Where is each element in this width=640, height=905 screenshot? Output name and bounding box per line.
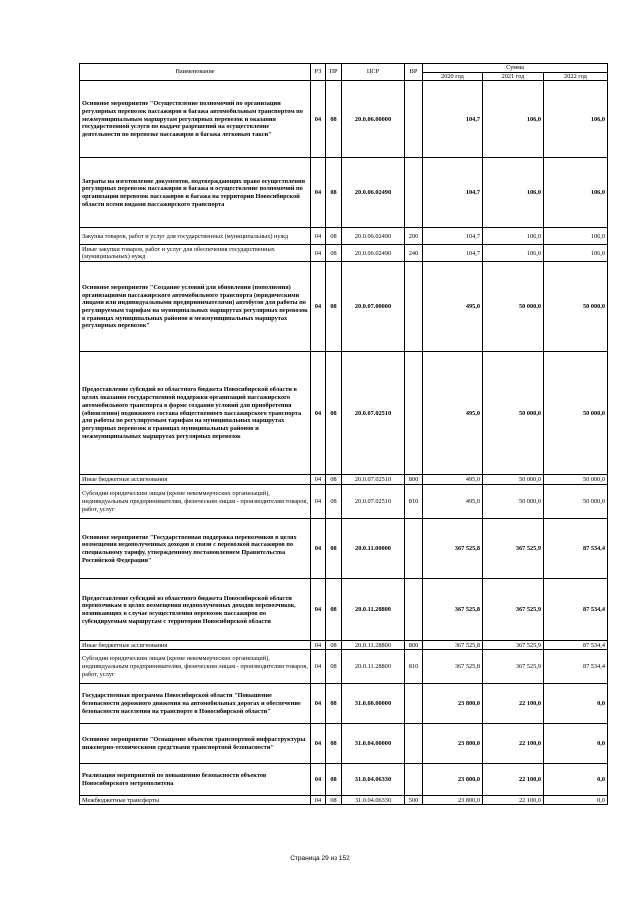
cell-2020: 104,7 — [423, 81, 483, 158]
cell-rz: 04 — [311, 228, 326, 245]
cell-rz: 04 — [311, 764, 326, 796]
header-csr: ЦСР — [342, 64, 405, 81]
cell-csr: 31.0.00.00000 — [342, 684, 405, 724]
cell-2021: 22 100,0 — [483, 764, 544, 796]
cell-2020: 23 800,0 — [423, 796, 483, 805]
cell-pr: 08 — [326, 81, 342, 158]
cell-2021: 22 100,0 — [483, 724, 544, 764]
cell-vr: 800 — [405, 641, 423, 650]
table-row — [80, 650, 608, 684]
cell-name: Затраты на изготовление документов, подтверждающих право осуществления регулярных перевозок пассажиров и багажа и осуществление полномочий по организации перевозок пассажиров и багажа на территории Новосибирской области всеми видами пассажирского транспорта — [80, 158, 311, 228]
cell-vr — [405, 724, 423, 764]
cell-pr: 08 — [326, 684, 342, 724]
header-name: Наименование — [80, 64, 311, 81]
cell-2022: 0,0 — [544, 724, 608, 764]
cell-2021: 367 525,9 — [483, 579, 544, 641]
cell-name: Иные бюджетные ассигнования — [80, 475, 311, 485]
budget-table — [79, 63, 608, 805]
cell-2020: 104,7 — [423, 245, 483, 262]
cell-2022: 50 000,0 — [544, 262, 608, 352]
table-row — [80, 724, 608, 764]
cell-2021: 367 525,9 — [483, 641, 544, 650]
cell-vr: 200 — [405, 228, 423, 245]
cell-csr: 20.0.07.02510 — [342, 485, 405, 519]
cell-rz: 04 — [311, 352, 326, 475]
cell-csr: 31.0.04.00000 — [342, 724, 405, 764]
cell-csr: 20.0.07.00000 — [342, 262, 405, 352]
header-vr: ВР — [405, 64, 423, 81]
cell-2020: 367 525,8 — [423, 579, 483, 641]
cell-vr — [405, 158, 423, 228]
cell-2020: 23 800,0 — [423, 764, 483, 796]
table-row — [80, 684, 608, 724]
table-row — [80, 475, 608, 485]
cell-2022: 50 000,0 — [544, 475, 608, 485]
cell-2020: 495,0 — [423, 485, 483, 519]
cell-vr: 240 — [405, 245, 423, 262]
cell-2020: 23 800,0 — [423, 684, 483, 724]
cell-name: Межбюджетные трансферты — [80, 796, 311, 805]
cell-csr: 20.0.07.02510 — [342, 475, 405, 485]
table-row — [80, 519, 608, 579]
cell-vr — [405, 684, 423, 724]
cell-name: Субсидии юридическим лицам (кроме некоммерческих организаций), индивидуальным предпринимателям, физическим лицам - производителям товаров, работ, услуг — [80, 650, 311, 684]
cell-rz: 04 — [311, 684, 326, 724]
cell-rz: 04 — [311, 81, 326, 158]
cell-2022: 87 534,4 — [544, 519, 608, 579]
cell-csr: 31.0.04.06330 — [342, 764, 405, 796]
cell-2022: 87 534,4 — [544, 579, 608, 641]
cell-2022: 87 534,4 — [544, 650, 608, 684]
cell-rz: 04 — [311, 724, 326, 764]
cell-pr: 08 — [326, 724, 342, 764]
cell-name: Субсидии юридическим лицам (кроме некоммерческих организаций), индивидуальным предпринимателям, физическим лицам - производителям товаров, работ, услуг — [80, 485, 311, 519]
table-row — [80, 158, 608, 228]
cell-2021: 106,0 — [483, 158, 544, 228]
table-row — [80, 262, 608, 352]
table-row — [80, 81, 608, 158]
cell-rz: 04 — [311, 579, 326, 641]
table-row — [80, 764, 608, 796]
cell-2020: 495,0 — [423, 475, 483, 485]
cell-pr: 08 — [326, 641, 342, 650]
cell-2021: 22 100,0 — [483, 684, 544, 724]
table-row — [80, 579, 608, 641]
table-row — [80, 485, 608, 519]
cell-2022: 106,0 — [544, 228, 608, 245]
cell-pr: 08 — [326, 228, 342, 245]
cell-csr: 20.0.06.00000 — [342, 81, 405, 158]
cell-2020: 104,7 — [423, 228, 483, 245]
cell-2022: 0,0 — [544, 764, 608, 796]
cell-pr: 08 — [326, 475, 342, 485]
table-row — [80, 796, 608, 805]
cell-csr: 20.0.11.28800 — [342, 579, 405, 641]
cell-2022: 0,0 — [544, 796, 608, 805]
cell-rz: 04 — [311, 475, 326, 485]
table-row — [80, 245, 608, 262]
cell-2021: 106,0 — [483, 245, 544, 262]
cell-pr: 08 — [326, 764, 342, 796]
header-sum: Сумма — [423, 64, 608, 73]
cell-pr: 08 — [326, 650, 342, 684]
cell-vr — [405, 81, 423, 158]
cell-2022: 106,0 — [544, 245, 608, 262]
cell-rz: 04 — [311, 650, 326, 684]
table-row — [80, 228, 608, 245]
cell-rz: 04 — [311, 796, 326, 805]
cell-2022: 0,0 — [544, 684, 608, 724]
cell-name: Реализация мероприятий по повышению безопасности объектов Новосибирского метрополитена — [80, 764, 311, 796]
cell-name: Основное мероприятие "Осуществление полномочий по организации регулярных перевозок пассажиров и багажа автомобильным транспортом по межмуниципальным маршрутам регулярных перевозок и оказания государственной услуги по выдаче разрешений на осуществление деятельности по перевозке пассажиров и багажа легковым такси" — [80, 81, 311, 158]
cell-2022: 50 000,0 — [544, 485, 608, 519]
cell-2021: 106,0 — [483, 81, 544, 158]
cell-pr: 08 — [326, 796, 342, 805]
cell-2022: 87 534,4 — [544, 641, 608, 650]
header-2022: 2022 год — [544, 72, 608, 81]
table-row — [80, 641, 608, 650]
cell-pr: 08 — [326, 262, 342, 352]
cell-vr: 500 — [405, 796, 423, 805]
cell-2021: 50 000,0 — [483, 352, 544, 475]
cell-name: Основное мероприятие "Государственная поддержка перевозчиков в целях возмещения недополученных доходов в связи с перевозкой пассажиров по специальному тарифу, утвержденному постановлением Правительства Российской Федерации" — [80, 519, 311, 579]
cell-name: Основное мероприятие "Оснащение объектов транспортной инфраструктуры инженерно-техническими средствами транспортной безопасности" — [80, 724, 311, 764]
cell-csr: 20.0.07.02510 — [342, 352, 405, 475]
cell-2020: 367 525,8 — [423, 641, 483, 650]
cell-2020: 367 525,8 — [423, 650, 483, 684]
page-footer: Страница 29 из 152 — [290, 855, 350, 862]
cell-2022: 106,0 — [544, 158, 608, 228]
cell-csr: 20.0.11.00000 — [342, 519, 405, 579]
cell-2021: 50 000,0 — [483, 475, 544, 485]
cell-vr — [405, 579, 423, 641]
cell-name: Иные бюджетные ассигнования — [80, 641, 311, 650]
cell-vr — [405, 262, 423, 352]
cell-csr: 20.0.11.28800 — [342, 641, 405, 650]
cell-pr: 08 — [326, 485, 342, 519]
header-2020: 2020 год — [423, 72, 483, 81]
table-row — [80, 352, 608, 475]
header-rz: РЗ — [311, 64, 326, 81]
cell-2022: 50 000,0 — [544, 352, 608, 475]
cell-rz: 04 — [311, 262, 326, 352]
cell-2020: 367 525,8 — [423, 519, 483, 579]
cell-2021: 50 000,0 — [483, 262, 544, 352]
cell-vr — [405, 519, 423, 579]
cell-pr: 08 — [326, 579, 342, 641]
cell-rz: 04 — [311, 245, 326, 262]
cell-name: Закупка товаров, работ и услуг для государственных (муниципальных) нужд — [80, 228, 311, 245]
cell-csr: 31.0.04.06330 — [342, 796, 405, 805]
cell-2020: 495,0 — [423, 352, 483, 475]
cell-name: Иные закупки товаров, работ и услуг для обеспечения государственных (муниципальных) нужд — [80, 245, 311, 262]
cell-2020: 495,0 — [423, 262, 483, 352]
header-pr: ПР — [326, 64, 342, 81]
cell-2022: 106,0 — [544, 81, 608, 158]
cell-pr: 08 — [326, 352, 342, 475]
cell-pr: 08 — [326, 158, 342, 228]
cell-pr: 08 — [326, 245, 342, 262]
cell-csr: 20.0.06.02490 — [342, 228, 405, 245]
cell-name: Государственная программа Новосибирской области "Повышение безопасности дорожного движения на автомобильных дорогах и обеспечение безопасности населения на транспорте в Новосибирской области" — [80, 684, 311, 724]
cell-2021: 50 000,0 — [483, 485, 544, 519]
cell-name: Основное мероприятие "Создание условий для обновления (пополнения) организациями пассажирского автомобильного транспорта (юридическими лицами или индивидуальными предпринимателями) автобусов для работы по регулируемым тарифам на муниципальных маршрутах регулярных перевозок в границах муниципальных районов и межмуниципальных маршрутах регулярных перевозок" — [80, 262, 311, 352]
cell-csr: 20.0.06.02490 — [342, 245, 405, 262]
cell-vr: 810 — [405, 485, 423, 519]
table-body — [80, 81, 608, 805]
cell-vr — [405, 352, 423, 475]
cell-csr: 20.0.11.28800 — [342, 650, 405, 684]
cell-rz: 04 — [311, 519, 326, 579]
cell-pr: 08 — [326, 519, 342, 579]
cell-2021: 367 525,9 — [483, 519, 544, 579]
cell-name: Предоставление субсидий из областного бюджета Новосибирской области в целях оказания государственной поддержки организаций пассажирского автомобильного транспорта в форме создания условий для приобретения (обновления) подвижного состава общественного пассажирского транспорта для работы по регулируемым тарифам на муниципальных маршрутах регулярных перевозок в границах муниципальных районов и межмуниципальных маршрутах регулярных перевозок — [80, 352, 311, 475]
cell-2020: 104,7 — [423, 158, 483, 228]
cell-csr: 20.0.06.02490 — [342, 158, 405, 228]
cell-rz: 04 — [311, 641, 326, 650]
cell-vr — [405, 764, 423, 796]
cell-2021: 367 525,9 — [483, 650, 544, 684]
cell-name: Предоставление субсидий из областного бюджета Новосибирской области перевозчикам в целях возмещения недополученных доходов перевозчиков, возникающих в случае осуществления перевозок пассажиров по субсидируемым маршрутам с территории Новосибирской области — [80, 579, 311, 641]
header-2021: 2021 год — [483, 72, 544, 81]
cell-rz: 04 — [311, 158, 326, 228]
cell-2021: 106,0 — [483, 228, 544, 245]
cell-2021: 22 100,0 — [483, 796, 544, 805]
cell-vr: 800 — [405, 475, 423, 485]
cell-rz: 04 — [311, 485, 326, 519]
cell-vr: 810 — [405, 650, 423, 684]
cell-2020: 23 800,0 — [423, 724, 483, 764]
